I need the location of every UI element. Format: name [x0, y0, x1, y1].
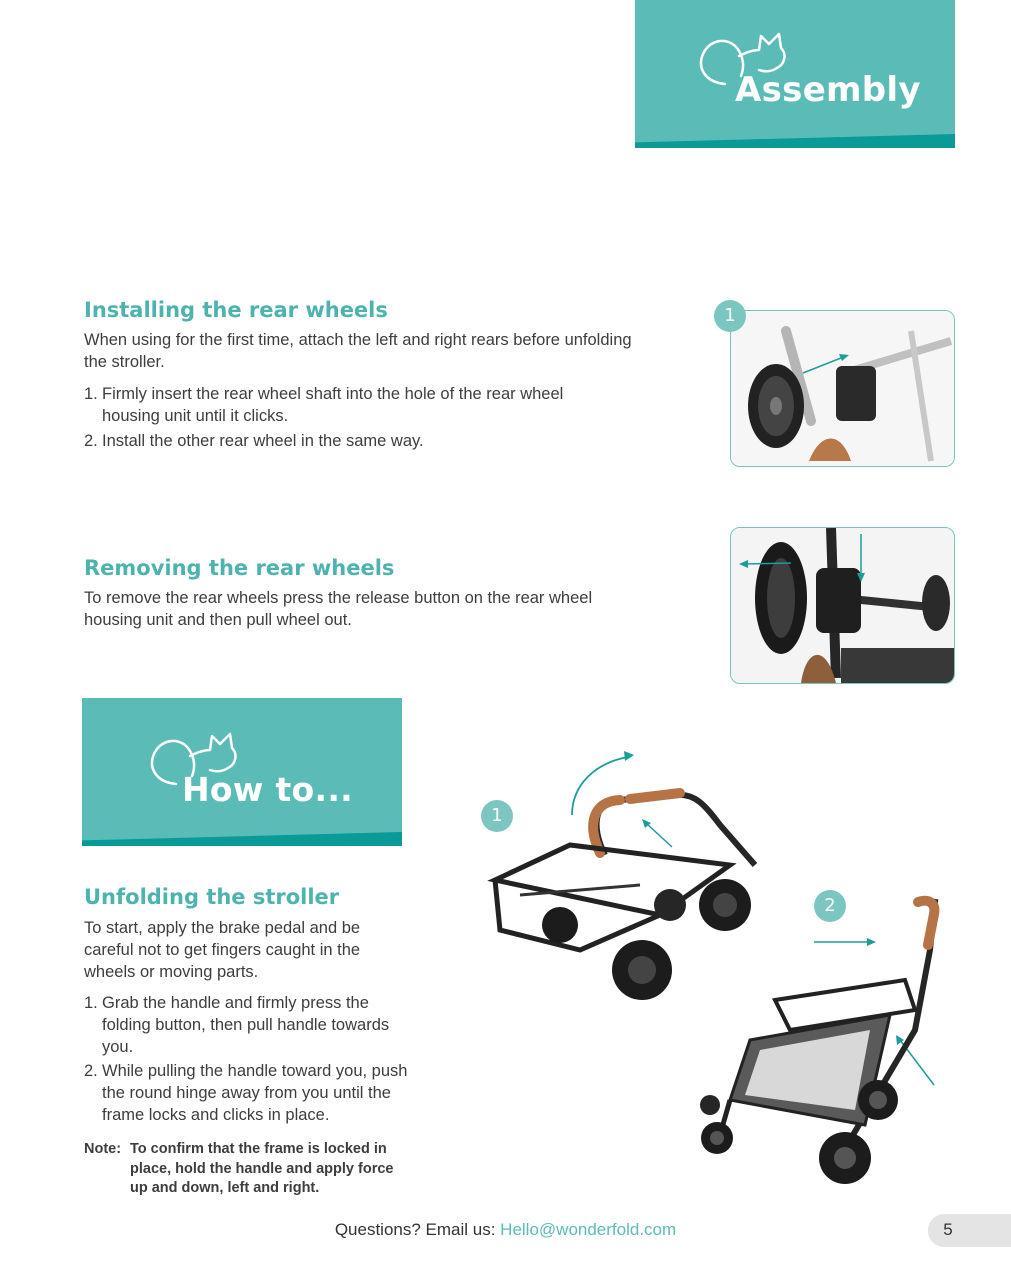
assembly-banner [635, 0, 955, 148]
step-text: While pulling the handle toward you, push the round hinge away from you until the frame locks and clicks in place. [102, 1062, 408, 1124]
step-number: 1. [84, 385, 98, 403]
installing-intro: When using for the first time, attach the left and right rears before unfolding the stroller. [84, 331, 632, 371]
banner-stripe [635, 134, 955, 148]
install-wheel-photo [730, 310, 955, 467]
remove-wheel-photo [730, 527, 955, 684]
step-text: Install the other rear wheel in the same way. [102, 432, 424, 450]
removing-intro: To remove the rear wheels press the release button on the rear wheel housing unit and then pull wheel out. [84, 589, 593, 629]
footer [0, 1220, 1011, 1240]
step-number: 2. [84, 432, 98, 450]
howto-banner [82, 698, 402, 846]
step-badge: 1 [481, 800, 513, 832]
removing-heading: Removing the rear wheels [84, 556, 395, 580]
step-text: Grab the handle and firmly press the folding button, then pull handle towards you. [102, 994, 390, 1056]
page-number-tab [928, 1214, 1011, 1247]
footer-prefix: Questions? Email us: [334, 1220, 501, 1239]
unfolding-note [84, 1140, 414, 1199]
step-badge: 2 [814, 890, 846, 922]
step-number: 2. [84, 1062, 98, 1080]
installing-step-2 [84, 430, 624, 452]
installing-step-1 [84, 383, 624, 427]
note-text: To confirm that the frame is locked in place, hold the handle and apply force up and down, left and right. [130, 1141, 394, 1196]
note-label: Note: [84, 1141, 122, 1157]
step-text: Firmly insert the rear wheel shaft into the hole of the rear wheel housing unit until it clicks. [102, 385, 564, 425]
unfolding-intro: To start, apply the brake pedal and be careful not to get fingers caught in the wheels or moving parts. [84, 919, 361, 981]
unfolding-step-2 [84, 1060, 424, 1126]
step-badge: 1 [714, 300, 746, 332]
installing-heading: Installing the rear wheels [84, 298, 388, 322]
support-email-link[interactable]: Hello@wonderfold.com [500, 1220, 677, 1239]
unfolded-stroller-illustration [690, 890, 945, 1190]
unfolding-heading: Unfolding the stroller [84, 885, 340, 909]
unfolding-step-1 [84, 992, 394, 1058]
step-number: 1. [84, 994, 98, 1012]
howto-title: How to... [182, 770, 354, 809]
banner-stripe [82, 832, 402, 846]
page-number: 5 [943, 1220, 953, 1239]
assembly-title: Assembly [735, 70, 921, 110]
